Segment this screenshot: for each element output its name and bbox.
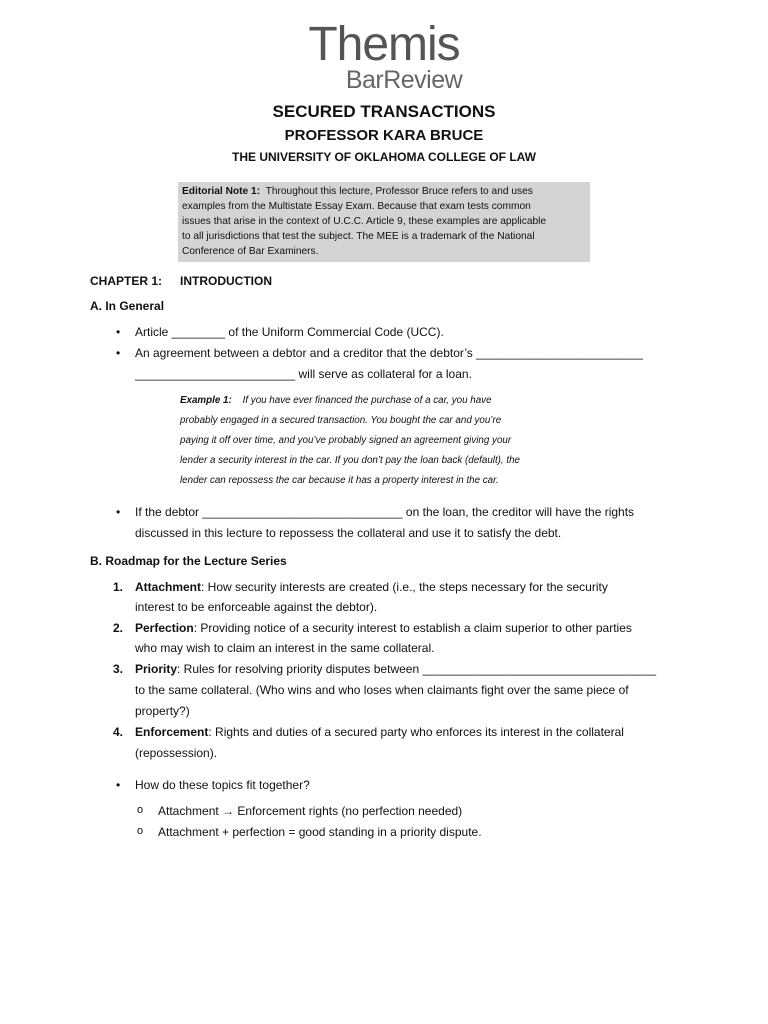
professor-name: PROFESSOR KARA BRUCE	[284, 127, 484, 144]
sub-bullet-priority: Attachment + perfection = good standing in a priority dispute.	[158, 825, 482, 839]
roadmap-item-number: 4.	[113, 725, 124, 739]
roadmap-term: Perfection	[135, 621, 194, 635]
example-1	[180, 391, 600, 491]
roadmap-item-priority-line1	[135, 659, 656, 680]
bullet-agreement-line2: ________________________ will serve as collateral for a loan.	[135, 367, 472, 381]
editorial-note-line: Throughout this lecture, Professor Bruce refers to and uses	[265, 186, 533, 197]
logo-sub-text: BarReview	[345, 66, 463, 94]
roadmap-term: Attachment	[135, 580, 202, 594]
bullet-glyph: •	[116, 325, 121, 339]
editorial-note-line: to all jurisdictions that test the subject. The MEE is a trademark of the National	[182, 231, 535, 242]
roadmap-item-number: 2.	[113, 621, 124, 635]
bullet-question: How do these topics fit together?	[135, 778, 310, 792]
sub-bullet-glyph: o	[137, 825, 144, 837]
roadmap-term: Enforcement	[135, 725, 209, 739]
school-name: THE UNIVERSITY OF OKLAHOMA COLLEGE OF LAW	[231, 150, 536, 164]
example-line: If you have ever financed the purchase of a car, you have	[242, 395, 492, 406]
roadmap-item-priority-line3: property?)	[135, 704, 190, 718]
roadmap-item-number: 3.	[113, 662, 124, 676]
roadmap-item-enforcement-line2: (repossession).	[135, 746, 218, 760]
chapter-title: INTRODUCTION	[180, 274, 272, 288]
example-line: probably engaged in a secured transaction. You bought the car and you’re	[180, 415, 502, 426]
editorial-note-label: Editorial Note 1:	[182, 186, 261, 197]
roadmap-term: Priority	[135, 662, 178, 676]
section-a-heading: A. In General	[90, 299, 165, 313]
example-label: Example 1:	[180, 395, 232, 406]
roadmap-text: : Providing notice of a security interest to establish a claim superior to other parties	[193, 621, 632, 635]
bullet-article: Article ________ of the Uniform Commercial Code (UCC).	[135, 325, 444, 339]
editorial-note-line: examples from the Multistate Essay Exam. Because that exam tests common	[182, 201, 531, 212]
roadmap-text: : Rules for resolving priority disputes between ___________________________________	[177, 662, 657, 676]
example-line: lender a security interest in the car. If you don’t pay the loan back (default), the	[180, 455, 520, 466]
bullet-default-line2: discussed in this lecture to repossess the collateral and use it to satisfy the debt.	[135, 526, 562, 540]
bullet-glyph: •	[116, 778, 121, 792]
logo-main-text: Themis	[308, 18, 460, 71]
editorial-note	[178, 182, 590, 262]
bullet-glyph: •	[116, 505, 121, 519]
roadmap-item-number: 1.	[113, 580, 124, 594]
roadmap-item-enforcement-line1	[135, 722, 624, 743]
editorial-note-line: issues that arise in the context of U.C.C. Article 9, these examples are applicable	[182, 216, 547, 227]
roadmap-item-perfection-line1	[135, 618, 632, 639]
example-line: lender can repossess the car because it has a property interest in the car.	[180, 475, 499, 486]
roadmap-item-priority-line2: to the same collateral. (Who wins and who loses when claimants fight over the same piece of	[135, 683, 629, 697]
document-title: SECURED TRANSACTIONS	[272, 102, 496, 121]
sub-bullet-enforcement: Attachment → Enforcement rights (no perfection needed)	[158, 804, 463, 818]
sub-bullet-glyph: o	[137, 804, 144, 816]
bullet-default-line1: If the debtor ______________________________ on the loan, the creditor will have the rights	[135, 505, 635, 519]
example-line: paying it off over time, and you’ve probably signed an agreement giving your	[180, 435, 512, 446]
chapter-label: CHAPTER 1:	[90, 274, 163, 288]
roadmap-item-perfection-line2: who may wish to claim an interest in the same collateral.	[135, 641, 435, 655]
roadmap-text: : Rights and duties of a secured party who enforces its interest in the collateral	[208, 725, 624, 739]
roadmap-item-attachment-line1	[135, 577, 608, 598]
section-b-heading: B. Roadmap for the Lecture Series	[90, 554, 287, 568]
roadmap-text: : How security interests are created (i.e., the steps necessary for the security	[201, 580, 608, 594]
themis-logo	[0, 18, 768, 94]
roadmap-item-attachment-line2: interest to be enforceable against the debtor).	[135, 600, 378, 614]
bullet-agreement-line1: An agreement between a debtor and a creditor that the debtor’s _________________________	[135, 346, 643, 360]
editorial-note-line: Conference of Bar Examiners.	[182, 246, 319, 257]
bullet-glyph: •	[116, 346, 121, 360]
